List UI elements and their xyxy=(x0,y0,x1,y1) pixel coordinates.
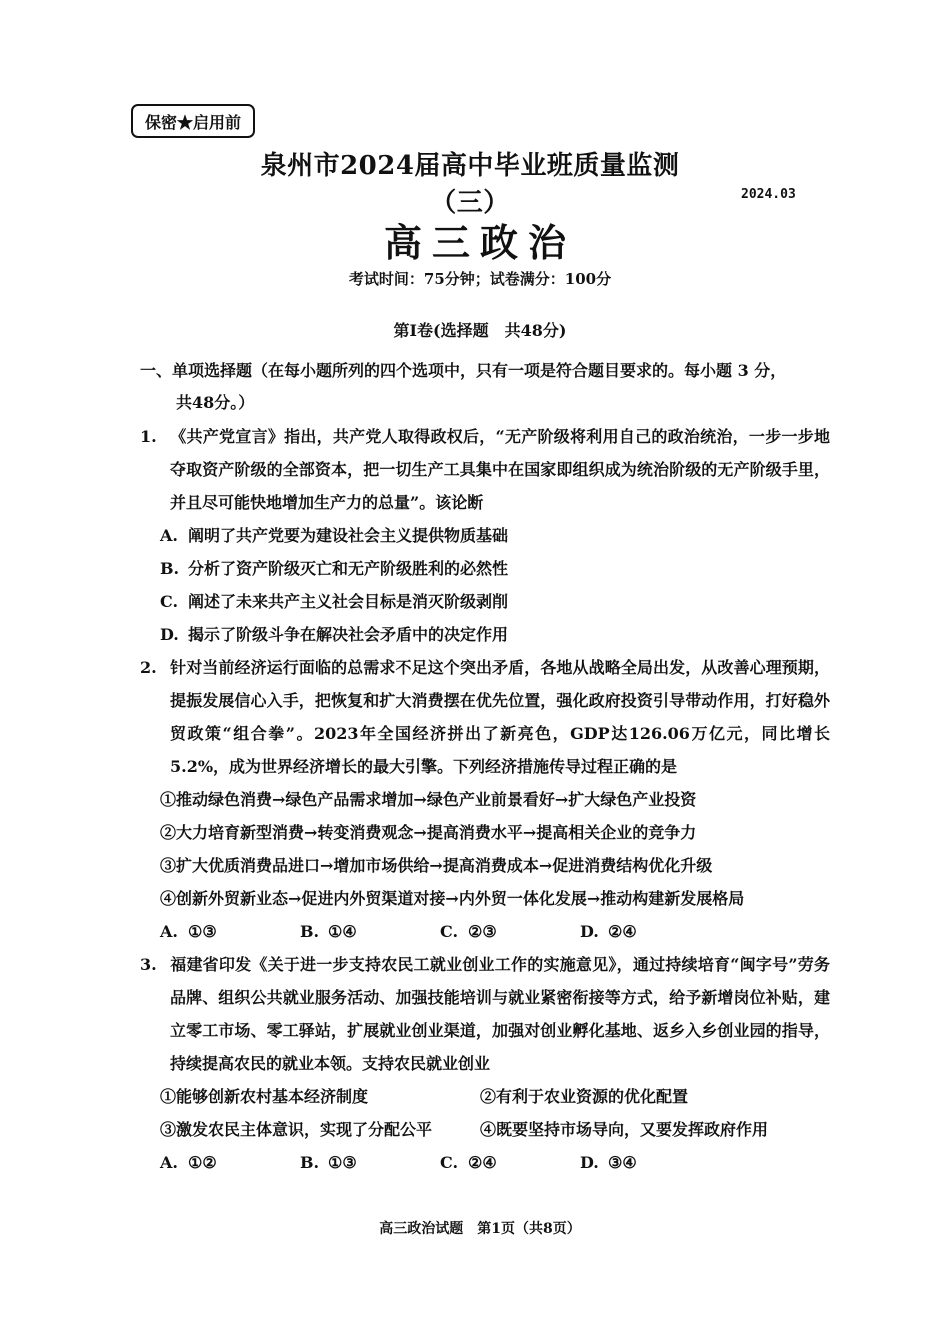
question-stem xyxy=(140,420,830,519)
question-number: 1. xyxy=(140,427,157,446)
choice-text: ③④ xyxy=(608,1153,637,1172)
option-d xyxy=(140,618,830,651)
choice-b xyxy=(300,1146,440,1179)
choice-letter: B. xyxy=(300,1153,320,1172)
choice-letter: D. xyxy=(580,1153,599,1172)
section-instructions xyxy=(140,355,830,419)
option-text: 揭示了阶级斗争在解决社会矛盾中的决定作用 xyxy=(188,625,509,644)
option-c xyxy=(140,585,830,618)
exam-title: 泉州市2024届高中毕业班质量监测（三） xyxy=(260,151,680,218)
statement-4: ④既要坚持市场导向，又要发挥政府作用 xyxy=(480,1120,769,1139)
answer-choices xyxy=(140,1146,830,1179)
choice-letter: A. xyxy=(160,922,178,941)
subject-title: 高三政治 xyxy=(383,220,576,265)
question-2 xyxy=(140,651,830,948)
section-title: 第Ⅰ卷(选择题 共48分) xyxy=(393,321,567,340)
question-stem xyxy=(140,948,830,1080)
statement-row-1 xyxy=(140,1080,830,1113)
question-text: 《共产党宣言》指出，共产党人取得政权后，“无产阶级将利用自己的政治统治，一步一步地夺取资产阶级的全部资本，把一切生产工具集中在国家即组织成为统治阶级的无产阶级手里，并且尽可能快地增加生产力的总量”。该论断 xyxy=(170,427,830,512)
option-letter: C. xyxy=(160,592,179,611)
choice-d xyxy=(580,915,720,948)
statement-1: ①能够创新农村基本经济制度 xyxy=(160,1087,369,1106)
question-text: 针对当前经济运行面临的总需求不足这个突出矛盾，各地从战略全局出发，从改善心理预期，提振发展信心入手，把恢复和扩大消费摆在优先位置，强化政府投资引导带动作用，打好稳外贸政策“组合拳”。2023年全国经济拼出了新亮色，GDP达126.06万亿元，同比增长5.2%，成为世界经济增长的最大引擎。下列经济措施传导过程正确的是 xyxy=(170,658,830,776)
statement-2: ②有利于农业资源的优化配置 xyxy=(480,1087,689,1106)
choice-b xyxy=(300,915,440,948)
choice-text: ①④ xyxy=(328,922,357,941)
question-number: 2. xyxy=(140,658,157,677)
answer-choices xyxy=(140,915,830,948)
confidential-stamp: 保密★启用前 xyxy=(131,104,255,138)
statement-3: ③激发农民主体意识，实现了分配公平 xyxy=(160,1120,433,1139)
option-letter: A. xyxy=(160,526,178,545)
statement-4: ④创新外贸新业态→促进内外贸渠道对接→内外贸一体化发展→推动构建新发展格局 xyxy=(160,889,745,908)
choice-letter: D. xyxy=(580,922,599,941)
statement-1: ①推动绿色消费→绿色产品需求增加→绿色产业前景看好→扩大绿色产业投资 xyxy=(160,790,697,809)
choice-letter: A. xyxy=(160,1153,178,1172)
choice-text: ①③ xyxy=(188,922,217,941)
choice-text: ②③ xyxy=(468,922,497,941)
statement-row-2 xyxy=(140,1113,830,1146)
exam-info: 考试时间：75分钟；试卷满分：100分 xyxy=(348,270,612,288)
choice-text: ①② xyxy=(188,1153,217,1172)
question-3 xyxy=(140,948,830,1179)
choice-a xyxy=(160,1146,300,1179)
choice-text: ②④ xyxy=(608,922,637,941)
instructions-line-1: 一、单项选择题（在每小题所列的四个选项中，只有一项是符合题目要求的。每小题 3 分， xyxy=(140,361,787,380)
option-text: 阐明了共产党要为建设社会主义提供物质基础 xyxy=(188,526,509,545)
option-text: 阐述了未来共产主义社会目标是消灭阶级剥削 xyxy=(188,592,509,611)
question-stem xyxy=(140,651,830,783)
option-text: 分析了资产阶级灭亡和无产阶级胜利的必然性 xyxy=(188,559,509,578)
choice-text: ①③ xyxy=(328,1153,357,1172)
exam-date: 2024.03 xyxy=(741,187,796,202)
option-letter: B. xyxy=(160,559,180,578)
question-1 xyxy=(140,420,830,651)
question-number: 3. xyxy=(140,955,157,974)
choice-d xyxy=(580,1146,720,1179)
questions-area xyxy=(140,420,830,1179)
statement-2: ②大力培育新型消费→转变消费观念→提高消费水平→提高相关企业的竞争力 xyxy=(160,823,697,842)
choice-letter: C. xyxy=(440,1153,459,1172)
question-text: 福建省印发《关于进一步支持农民工就业创业工作的实施意见》，通过持续培育“闽字号”劳务品牌、组织公共就业服务活动、加强技能培训与就业紧密衔接等方式，给予新增岗位补贴，建立零工市场、零工驿站，扩展就业创业渠道，加强对创业孵化基地、返乡入乡创业园的指导，持续提高农民的就业本领。支持农民就业创业 xyxy=(170,955,830,1073)
choice-text: ②④ xyxy=(468,1153,497,1172)
instructions-line-2: 共48分。） xyxy=(176,393,255,412)
choice-c xyxy=(440,1146,580,1179)
option-a xyxy=(140,519,830,552)
choice-letter: C. xyxy=(440,922,459,941)
option-letter: D. xyxy=(160,625,179,644)
statement-3: ③扩大优质消费品进口→增加市场供给→提高消费成本→促进消费结构优化升级 xyxy=(160,856,713,875)
choice-letter: B. xyxy=(300,922,320,941)
choice-c xyxy=(440,915,580,948)
option-b xyxy=(140,552,830,585)
page-footer: 高三政治试题 第1页（共8页） xyxy=(379,1221,581,1237)
choice-a xyxy=(160,915,300,948)
